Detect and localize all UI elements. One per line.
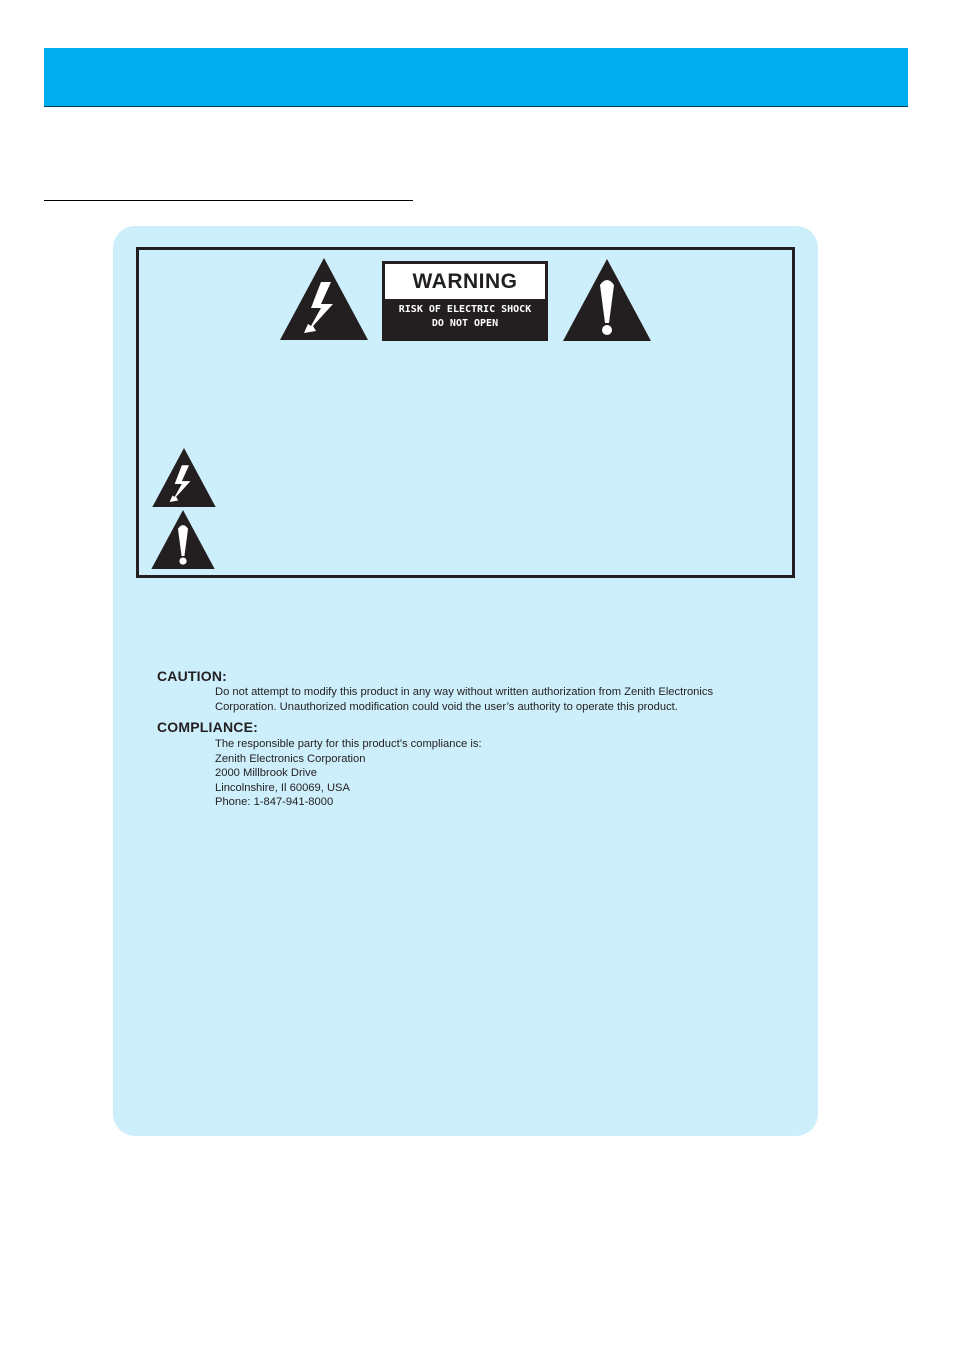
compliance-line: Lincolnshire, Il 60069, USA	[215, 781, 350, 794]
caution-line: Do not attempt to modify this product in any way without written authorization from Zenith Electronics	[215, 686, 714, 698]
warning-line-2: DO NOT OPEN	[431, 318, 499, 329]
exclamation-triangle-icon	[151, 510, 215, 569]
warning-line-1: RISK OF ELECTRIC SHOCK	[398, 304, 532, 315]
section-rule	[44, 200, 413, 201]
warning-subtitle	[382, 303, 548, 339]
header-bar	[44, 48, 908, 107]
exclamation-triangle-icon	[563, 259, 651, 341]
lightning-triangle-icon	[152, 448, 216, 507]
lightning-triangle-icon	[280, 258, 368, 340]
compliance-line: 2000 Millbrook Drive	[215, 767, 317, 780]
caution-text	[215, 685, 713, 714]
compliance-heading: COMPLIANCE:	[157, 719, 258, 735]
compliance-line: Zenith Electronics Corporation	[215, 752, 366, 765]
warning-title: WARNING	[385, 264, 545, 299]
caution-heading: CAUTION:	[157, 668, 228, 684]
caution-line: Corporation. Unauthorized modification could void the user’s authority to operate this product.	[215, 700, 678, 713]
compliance-text	[215, 737, 482, 810]
compliance-line: Phone: 1-847-941-8000	[215, 796, 334, 809]
warning-label	[382, 261, 548, 341]
compliance-line: The responsible party for this product’s compliance is:	[215, 738, 482, 750]
